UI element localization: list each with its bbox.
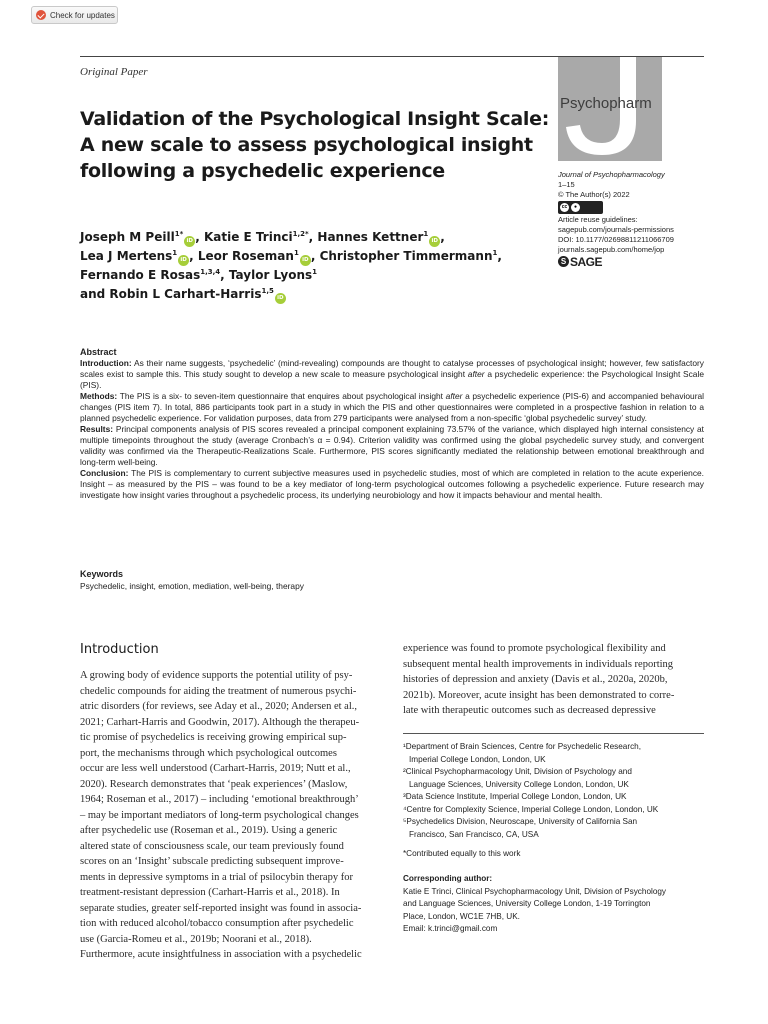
orcid-icon[interactable]: iD [300,255,311,266]
journal-info [558,170,718,267]
author-name: Lea J Mertens [80,249,173,263]
text-line: tic promise of psychedelics is receiving growing empirical sup- [80,732,347,743]
cc-license-badge[interactable] [558,201,603,214]
abstract-introduction [80,358,704,391]
orcid-icon[interactable]: iD [178,255,189,266]
text-line: tion with reduced alcohol/tobacco consumption after psychedelic [80,918,354,929]
section-text: a psychedelic experience: the Psychological Insight Scale (PIS). [80,369,704,390]
text-line: port, the mechanisms through which psychological outcomes [80,747,337,759]
publisher-logo [558,256,718,267]
text-line: experience was found to promote psychological flexibility and [403,643,666,654]
affiliation-line: ²Clinical Psychopharmacology Unit, Division of Psychology and [403,767,632,776]
abstract-conclusion [80,468,704,501]
journal-logo-text: Psychopharm [560,95,652,112]
reuse-guidelines-label: Article reuse guidelines: [558,215,638,224]
reuse-guidelines-link[interactable]: sagepub.com/journals-permissions [558,225,674,234]
affiliations [403,741,658,841]
text-line: 2021b). Moreover, acute insight has been demonstrated to corre- [403,689,675,701]
corresponding-line: Katie E Trinci, Clinical Psychopharmacology Unit, Division of Psychology [403,886,667,896]
sage-icon: S [558,256,569,267]
journal-pages: 1–15 [558,180,575,189]
intro-column-2 [403,641,674,719]
text-line: ments in depressive symptoms in a trial of psilocybin therapy for [80,871,353,883]
attribution-icon: ● [571,203,580,212]
emphasis: after [467,369,485,379]
author-name: Taylor Lyons [228,268,313,282]
section-text: The PIS is a six- to seven-item questionnaire that enquires about psychological insight [119,391,443,401]
check-for-updates-label: Check for updates [50,10,115,20]
journal-home-link[interactable]: journals.sagepub.com/home/jop [558,245,665,254]
journal-copyright: © The Author(s) 2022 [558,190,630,199]
text-line: A growing body of evidence supports the potential utility of psy- [80,670,353,681]
text-line: scores on an ‘Insight’ subscale predicting subsequent improve- [80,856,344,867]
text-line: use (Garcia-Romeu et al., 2019b; Noorani et al., 2018). [80,933,312,945]
affiliation-sup: 1 [492,249,498,257]
text-line: treatment-resistant depression (Carhart-Harris et al., 2018). In [80,887,340,898]
paper-title [80,106,550,184]
corresponding-email[interactable]: Email: k.trinci@gmail.com [403,924,498,933]
text-line: atric disorders (for reviews, see Aday et al., 2020; Andersen et al., [80,701,357,712]
contribution-note: *Contributed equally to this work [403,849,521,858]
text-line: 1964; Roseman et al., 2017) – including ‘emotional breakthrough’ [80,794,359,805]
author-name: Hannes Kettner [317,230,424,244]
affiliation-sup: 1 [172,249,178,257]
abstract-methods [80,391,704,424]
affiliation-sup: 1 [423,230,429,238]
abstract-heading: Abstract [80,347,117,357]
doi[interactable]: DOI: 10.1177/02698811211066709 [558,235,674,244]
section-label: Conclusion: [80,468,129,478]
author-name: Christopher Timmermann [319,249,493,263]
affiliation-line: Language Sciences, University College London, London, UK [409,779,629,789]
text-line: 2020). Research demonstrates that ‘peak experiences’ (Maslow, [80,778,348,790]
intro-column-1 [80,668,362,963]
affiliation-sup: 1 [312,268,318,276]
author-name: Leor Roseman [197,249,294,263]
affiliation-line: Imperial College London, London, UK [409,754,546,764]
orcid-icon[interactable]: iD [275,293,286,304]
section-text: Principal components analysis of PIS scores revealed a principal component explaining 73.57% of the variance, which displayed high internal consistency at multiple timepoints throughout the study (average Cronbach’s α = 0.94). Criterion validity was confirmed using the global psychedelic survey study, and convergent validity was confirmed via the Therapeutic-Realizations Scale. Furthermore, PIS scores significantly mediated the relationship between emotional breakthrough and long-term well-being. [80,424,705,467]
publisher-name: SAGE [570,254,603,269]
text-line: 2021; Carhart-Harris and Goodwin, 2017). Although the therapeu- [80,716,360,728]
author-name: Fernando E Rosas [80,268,201,282]
introduction-heading: Introduction [80,642,159,657]
update-check-icon [36,10,46,20]
affiliation-line: ¹Department of Brain Sciences, Centre for Psychedelic Research, [403,742,641,751]
text-line: – may be important mediators of long-term psychological changes [80,809,359,821]
section-label: Introduction: [80,358,132,368]
section-text: a psychedelic experience (PIS-6) and accompanied behavioural changes (PIS item 7). In total, 886 participants took part in a study in which the PIS and other questionnaires were completed in a prospective fashion in relation to a planned psychedelic experience. For validation purposes, data from 279 participants were analysed from a non-specific ‘global psychedelic survey’ study. [80,391,704,423]
title-line-3: following a psychedelic experience [80,160,445,182]
emphasis: after [445,391,463,401]
text-line: subsequent mental health improvements in individuals reporting [403,658,674,670]
orcid-icon[interactable]: iD [184,236,195,247]
section-text: The PIS is complementary to current subjective measures used in psychedelic studies, most of which are completed in relation to the acute experience. Insight – as measured by the PIS – was found to be a key mediator of long-term psychological outcomes following a psychedelic experience. Future research may investigate how insight varies throughout a psychedelic process, its underlying neurobiology and how it impacts behaviour and mental health. [80,468,704,500]
text-line: late with therapeutic outcomes such as decreased depressive [403,705,656,716]
section-text: As their name suggests, ‘psychedelic’ (mind-revealing) compounds are thought to catalyse processes of psychological insight; however, few satisfactory scales exist to sample this. This study sought to develop a new scale to measure psychological insight [80,358,704,379]
corresponding-line: Place, London, WC1E 7HB, UK. [403,911,520,921]
author-line-3: Fernando E Rosas$^{1,3,4}$, Taylor Lyons$^1$ [80,268,318,282]
affiliations-rule [403,733,704,734]
title-line-2: A new scale to assess psychological insight [80,134,533,156]
text-line: histories of depression and anxiety (Davis et al., 2020a, 2020b, [403,674,668,685]
title-line-1: Validation of the Psychological Insight Scale: [80,108,549,130]
text-line: after psychedelic use (Roseman et al., 2019). Using a generic [80,825,338,836]
cc-icon: cc [561,204,568,210]
affiliation-sup: 1,3,4 [200,268,221,276]
section-label: Results: [80,424,114,434]
affiliation-line: ⁴Centre for Complexity Science, Imperial College London, London, UK [403,804,659,814]
affiliation-line: Francisco, San Francisco, CA, USA [409,829,539,839]
orcid-icon[interactable]: iD [429,236,440,247]
check-for-updates-button[interactable] [31,6,118,24]
affiliation-sup: 1 [293,249,299,257]
author-line-4 [80,285,502,304]
affiliation-line: ³Data Science Institute, Imperial College London, London, UK [403,792,627,801]
author-list [80,228,502,304]
author-name: and Robin L Carhart-Harris [80,287,262,301]
affiliation-line: ⁵Psychedelics Division, Neuroscape, University of California San [403,817,638,826]
journal-logo [558,57,662,161]
affiliation-sup: 1,2* [292,230,309,238]
text-line: altered state of consciousness scale, our team previously found [80,840,344,852]
text-line: chedelic compounds for aiding the treatment of numerous psychi- [80,685,357,697]
article-type: Original Paper [80,66,148,78]
abstract-results [80,424,704,468]
abstract [80,347,704,501]
corresponding-line: and Language Sciences, University College London, 1-19 Torrington [403,899,651,908]
affiliation-sup: 1,5 [261,287,274,295]
keywords-text: Psychedelic, insight, emotion, mediation, well-being, therapy [80,581,304,591]
text-line: occur are less well understood (Carhart-Harris, 2019; Nutt et al., [80,763,351,774]
corresponding-heading: Corresponding author: [403,874,493,883]
author-line-2: Lea J Mertens$^1$iD , Leor Roseman$^1$iD , Christopher Timmermann$^1$, [80,247,502,266]
author-name: Joseph M Peill [80,230,175,244]
author-line-1: Joseph M Peill$^{1*}$iD , Katie E Trinci$^{1,2*}$, Hannes Kettner$^1$iD , [80,228,502,247]
text-line: separate studies, greater self-reported insight was found in associa- [80,902,362,914]
author-name: Katie E Trinci [203,230,293,244]
keywords [80,568,304,592]
keywords-heading: Keywords [80,569,124,579]
journal-name: Journal of Psychopharmacology [558,170,665,179]
affiliation-sup: 1* [174,230,184,238]
corresponding-author [403,873,666,936]
text-line: Furthermore, acute insightfulness in association with a psychedelic [80,949,362,960]
section-label: Methods: [80,391,118,401]
